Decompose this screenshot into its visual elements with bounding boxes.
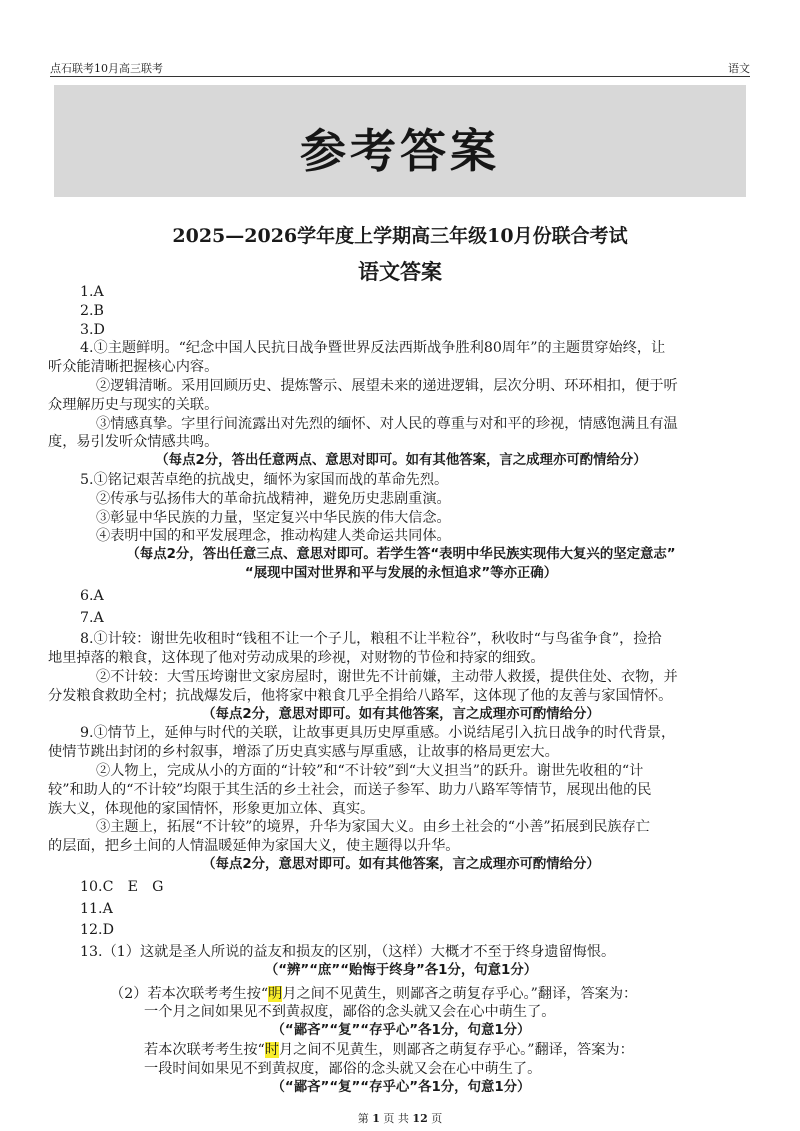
page-footer: 第 1 页 共 12 页 bbox=[357, 1112, 443, 1125]
answer-q11: 11.A bbox=[80, 900, 113, 917]
banner-title: 参考答案 bbox=[300, 124, 500, 178]
answer-q8-line: 分发粮食救助全村；抗战爆发后，他将家中粮食几乎全捐给八路军，这体现了他的友善与家国情怀。 bbox=[48, 687, 673, 704]
scoring-note-q13-2b: （“鄙吝”“复”“存乎心”各1分，句意1分） bbox=[271, 1079, 531, 1095]
answer-q9-line: 的层面，把乡土间的人情温暖延伸为家国大义，使主题得以升华。 bbox=[48, 838, 460, 855]
answer-q8-line: ②不计较：大雪压垮谢世文家房屋时，谢世先不计前嫌，主动带人救援，提供住处、衣物，并 bbox=[96, 668, 678, 685]
answer-q9-line: 族大义，体现他的家国情怀，形象更加立体、真实。 bbox=[48, 800, 375, 817]
answer-q4-line: ③情感真挚。字里行间流露出对先烈的缅怀、对人民的尊重与对和平的珍视，情感饱满且有温 bbox=[96, 415, 678, 432]
highlighted-character: 明 bbox=[268, 985, 283, 1002]
subject-label: 语文 bbox=[728, 62, 750, 75]
scoring-note-q5: （每点2分，答出任意三点、意思对即可。若学生答“表明中华民族实现伟大复兴的坚定意志” bbox=[126, 547, 676, 563]
answer-q9-line: ③主题上，拓展“不计较”的境界，升华为家国大义。由乡土社会的“小善”拓展到民族存亡 bbox=[96, 819, 650, 836]
answer-q8-line: 8.①计较：谢世先收租时“钱租不让一个子儿，粮租不让半粒谷”，秋收时“与鸟雀争食”，捡拾 bbox=[80, 631, 662, 648]
answer-q9-line: 较”和助人的“不计较”均限于其生活的乡土社会，而送子参军、助力八路军等情节，展现出他的民 bbox=[48, 781, 652, 798]
answer-content bbox=[48, 283, 754, 1097]
answer-q5-line: ②传承与弘扬伟大的革命抗战精神，避免历史悲剧重演。 bbox=[96, 490, 451, 507]
answer-banner bbox=[54, 85, 746, 197]
answer-q9-line: 9.①情节上，延伸与时代的关联，让故事更具历史厚重感。小说结尾引入抗日战争的时代背景， bbox=[80, 725, 676, 742]
answer-q4-line: 听众能清晰把握核心内容。 bbox=[48, 359, 219, 376]
answer-q5-line: 5.①铭记艰苦卓绝的抗战史，缅怀为家国而战的革命先烈。 bbox=[80, 471, 449, 488]
answer-q4-line: ②逻辑清晰。采用回顾历史、提炼警示、展望未来的递进逻辑，层次分明、环环相扣，便于听 bbox=[96, 377, 678, 394]
answer-q1: 1.A bbox=[80, 284, 104, 300]
scoring-note-q9: （每点2分，意思对即可。如有其他答案，言之成理亦可酌情给分） bbox=[202, 856, 600, 872]
highlighted-character: 时 bbox=[264, 1042, 279, 1059]
answer-q9-line: ②人物上，完成从小的方面的“计较”和“不计较”到“大义担当”的跃升。谢世先收租的“计 bbox=[96, 762, 644, 779]
exam-title: 2025—2026学年度上学期高三年级10月份联合考试 bbox=[172, 225, 628, 247]
answer-q6: 6.A bbox=[80, 587, 104, 604]
answer-q8-line: 地里掉落的粮食，这体现了他对劳动成果的珍视，对财物的节俭和持家的细致。 bbox=[48, 650, 545, 667]
answer-q9-line: 使情节跳出封闭的乡村叙事，增添了历史真实感与厚重感，让故事的格局更宏大。 bbox=[48, 744, 559, 761]
answer-q5-line: ③彰显中华民族的力量，坚定复兴中华民族的伟大信念。 bbox=[96, 509, 451, 526]
answer-title: 语文答案 bbox=[358, 259, 442, 284]
scoring-note-q4: （每点2分，答出任意两点、意思对即可。如有其他答案，言之成理亦可酌情给分） bbox=[155, 453, 647, 469]
answer-q5-line: ④表明中国的和平发展理念，推动构建人类命运共同体。 bbox=[96, 528, 451, 545]
answer-q13-2a: （2）若本次联考考生按“明月之间不见黄生，则鄙吝之萌复存乎心。”翻译，答案为： bbox=[110, 985, 638, 1002]
page-total: 12 bbox=[412, 1112, 428, 1125]
answer-q3: 3.D bbox=[80, 321, 105, 338]
page-number: 1 bbox=[372, 1112, 380, 1125]
answer-q13-1: 13.（1）这就是圣人所说的益友和损友的区别，（这样）大概才不至于终身遗留悔恨。 bbox=[80, 944, 616, 961]
answer-q4-line: 众理解历史与现实的关联。 bbox=[48, 396, 219, 413]
exam-name: 点石联考10月高三联考 bbox=[50, 62, 163, 75]
answer-q13-2b-translation: 一段时间如果见不到黄叔度，鄙俗的念头就又会在心中萌生了。 bbox=[144, 1060, 542, 1077]
answer-q10: 10.C E G bbox=[80, 878, 164, 895]
scoring-note-q5: “展现中国对世界和平与发展的永恒追求”等亦正确） bbox=[244, 565, 558, 581]
answer-q2: 2.B bbox=[80, 302, 104, 319]
answer-q4-line: 4.①主题鲜明。“纪念中国人民抗日战争暨世界反法西斯战争胜利80周年”的主题贯穿始终，让 bbox=[80, 340, 666, 357]
answer-q13-2b: 若本次联考考生按“时月之间不见黄生，则鄙吝之萌复存乎心。”翻译，答案为： bbox=[144, 1042, 634, 1059]
scoring-note-q13-2a: （“鄙吝”“复”“存乎心”各1分，句意1分） bbox=[271, 1023, 531, 1039]
answer-q4-line: 度，易引发听众情感共鸣。 bbox=[48, 434, 219, 451]
page-header bbox=[50, 60, 750, 77]
answer-q12: 12.D bbox=[80, 922, 114, 939]
answer-q13-2a-translation: 一个月之间如果见不到黄叔度，鄙俗的念头就又会在心中萌生了。 bbox=[144, 1004, 556, 1021]
answer-q7: 7.A bbox=[80, 609, 104, 626]
scoring-note-q8: （每点2分，意思对即可。如有其他答案，言之成理亦可酌情给分） bbox=[202, 706, 600, 722]
scoring-note-q13-1: （“辨”“庶”“贻悔于终身”各1分，句意1分） bbox=[264, 962, 538, 978]
